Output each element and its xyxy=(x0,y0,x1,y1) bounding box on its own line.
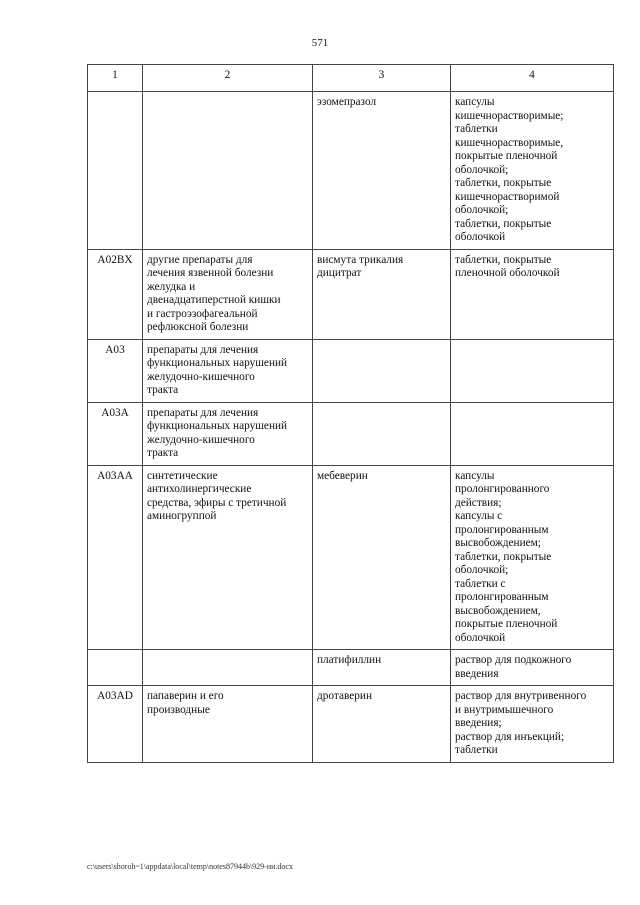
table-row xyxy=(88,650,614,686)
cell-group-line: синтетические xyxy=(147,469,218,482)
cell-forms-line: высвобождением; xyxy=(455,537,541,549)
cell-substance-line: эзомепразол xyxy=(317,96,377,108)
cell-group xyxy=(143,339,313,402)
table-row xyxy=(88,249,614,339)
cell-forms-line: раствор для инъекций; xyxy=(455,730,565,743)
table-row xyxy=(88,465,614,650)
cell-code: A03 xyxy=(88,339,143,402)
cell-code: A03A xyxy=(88,402,143,465)
cell-forms xyxy=(451,249,614,339)
column-header-forms: 4 xyxy=(451,65,614,92)
cell-forms-line: высвобождением, xyxy=(455,604,541,617)
cell-substance-line: висмута трикалия xyxy=(317,253,404,266)
cell-group xyxy=(143,402,313,465)
cell-group-line: рефлюксной болезни xyxy=(147,321,249,333)
cell-forms-line: действия; xyxy=(455,496,502,509)
cell-substance-line: платифиллин xyxy=(317,654,382,666)
cell-group-line: и гастроэзофагеальной xyxy=(147,307,258,320)
cell-substance xyxy=(313,465,451,650)
column-header-code: 1 xyxy=(88,65,143,92)
cell-code xyxy=(88,650,143,686)
cell-group-line: другие препараты для xyxy=(147,253,253,266)
table-row xyxy=(88,402,614,465)
cell-substance-line: дицитрат xyxy=(317,267,362,279)
column-header-substance: 3 xyxy=(313,65,451,92)
cell-forms-line: кишечнорастворимые; xyxy=(455,109,564,122)
cell-group-line: функциональных нарушений xyxy=(147,420,288,432)
cell-forms-line: введения xyxy=(455,667,499,680)
footer-file-path: c:\users\shoroh~1\appdata\local\temp\notes87944b\929-ии.docx xyxy=(87,862,293,871)
cell-forms-line: таблетки, покрытые xyxy=(455,177,552,189)
cell-code: A03AA xyxy=(88,465,143,650)
cell-group-line: желудочно-кишечного xyxy=(147,433,255,446)
page-number: 571 xyxy=(311,37,329,49)
cell-group-line: тракта xyxy=(147,447,179,459)
cell-group-line: двенадцатиперстной кишки xyxy=(147,294,281,306)
drug-classification-table xyxy=(87,64,614,763)
cell-forms-line: пролонгированным xyxy=(455,591,549,603)
cell-group-line: желудочно-кишечного xyxy=(147,370,255,383)
cell-group-line: антихолинергические xyxy=(147,483,252,495)
cell-code: A02BX xyxy=(88,249,143,339)
cell-forms-line: таблетки, покрытые xyxy=(455,253,552,266)
cell-group-line: производные xyxy=(147,703,210,716)
cell-substance xyxy=(313,92,451,250)
cell-forms xyxy=(451,465,614,650)
cell-forms-line: введения; xyxy=(455,717,502,729)
cell-group xyxy=(143,465,313,650)
cell-substance-line: мебеверин xyxy=(317,469,368,482)
cell-forms-line: раствор для внутривенного xyxy=(455,690,587,702)
cell-forms-line: кишечнорастворимые, xyxy=(455,136,564,149)
cell-code xyxy=(88,92,143,250)
cell-group xyxy=(143,92,313,250)
cell-group-line: препараты для лечения xyxy=(147,406,259,419)
cell-forms-line: пленочной оболочкой xyxy=(455,267,560,279)
table-row xyxy=(88,686,614,763)
cell-forms-line: и внутримышечного xyxy=(455,703,554,716)
cell-group-line: тракта xyxy=(147,384,179,396)
cell-forms-line: таблетки, покрытые xyxy=(455,217,552,230)
cell-forms-line: кишечнорастворимой xyxy=(455,190,560,203)
cell-substance-line: дротаверин xyxy=(317,690,373,702)
cell-forms xyxy=(451,686,614,763)
cell-substance xyxy=(313,650,451,686)
table-row xyxy=(88,92,614,250)
cell-forms-line: пролонгированного xyxy=(455,483,550,495)
cell-forms-line: капсулы с xyxy=(455,510,503,522)
cell-forms-line: оболочкой xyxy=(455,631,506,644)
table-body xyxy=(88,92,614,763)
cell-substance xyxy=(313,402,451,465)
cell-group xyxy=(143,650,313,686)
cell-substance xyxy=(313,686,451,763)
cell-code: A03AD xyxy=(88,686,143,763)
cell-forms-line: раствор для подкожного xyxy=(455,654,572,666)
cell-forms-line: таблетки xyxy=(455,123,498,135)
cell-group-line: препараты для лечения xyxy=(147,343,259,356)
cell-forms-line: таблетки, покрытые xyxy=(455,550,552,563)
cell-forms-line: покрытые пленочной xyxy=(455,618,558,630)
cell-forms-line: таблетки с xyxy=(455,577,506,590)
cell-forms xyxy=(451,92,614,250)
table-row xyxy=(88,339,614,402)
cell-forms-line: капсулы xyxy=(455,469,495,482)
cell-forms-line: оболочкой xyxy=(455,231,506,243)
cell-forms xyxy=(451,650,614,686)
cell-forms-line: таблетки xyxy=(455,744,498,756)
cell-group-line: функциональных нарушений xyxy=(147,357,288,369)
cell-group-line: папаверин и его xyxy=(147,690,224,702)
cell-forms-line: оболочкой; xyxy=(455,204,509,216)
cell-group-line: средства, эфиры с третичной xyxy=(147,496,287,509)
cell-forms xyxy=(451,402,614,465)
cell-forms-line: оболочкой; xyxy=(455,163,509,176)
cell-group-line: желудка и xyxy=(147,280,196,293)
cell-forms-line: покрытые пленочной xyxy=(455,150,558,162)
cell-forms-line: пролонгированным xyxy=(455,523,549,536)
cell-substance xyxy=(313,249,451,339)
cell-group-line: аминогруппой xyxy=(147,510,217,522)
cell-group-line: лечения язвенной болезни xyxy=(147,267,274,279)
cell-substance xyxy=(313,339,451,402)
table-header-row xyxy=(88,65,614,92)
cell-forms-line: капсулы xyxy=(455,96,495,108)
cell-group xyxy=(143,249,313,339)
cell-forms-line: оболочкой; xyxy=(455,564,509,576)
column-header-group: 2 xyxy=(143,65,313,92)
cell-group xyxy=(143,686,313,763)
cell-forms xyxy=(451,339,614,402)
